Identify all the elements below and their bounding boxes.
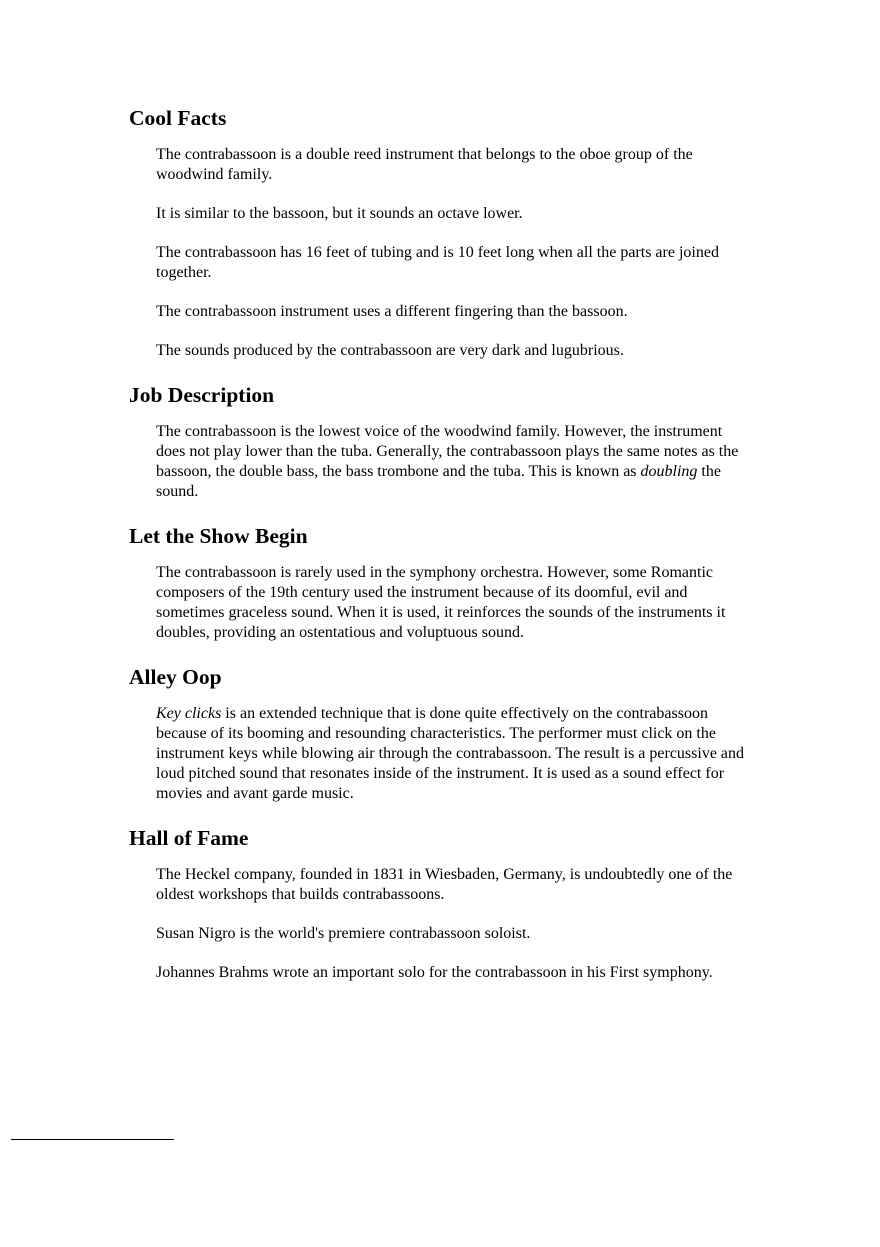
- section-cool-facts: [129, 104, 754, 361]
- emphasis-text: Key clicks: [156, 705, 222, 722]
- paragraph: [156, 422, 754, 502]
- paragraph-text: is an extended technique that is done quite effectively on the contrabassoon because of its booming and resounding characteristics. The performer must click on the instrument keys while blowing air through the contrabassoon. The result is a percussive and loud pitched sound that resonates inside of the instrument. It is used as a sound effect for movies and avant garde music.: [156, 705, 745, 802]
- paragraph: The sounds produced by the contrabassoon are very dark and lugubrious.: [156, 342, 624, 359]
- section-heading: Job Description: [129, 383, 275, 407]
- section-job-description: [129, 381, 754, 502]
- paragraph: Johannes Brahms wrote an important solo for the contrabassoon in his First symphony.: [156, 964, 713, 981]
- section-body: [156, 704, 754, 804]
- section-body: [156, 145, 754, 361]
- emphasis-text: doubling: [640, 463, 698, 480]
- section-alley-oop: [129, 663, 754, 804]
- footnote-divider: [11, 1139, 174, 1140]
- paragraph-text: the sound.: [156, 463, 721, 500]
- section-heading: Hall of Fame: [129, 826, 249, 850]
- paragraph-text: The contrabassoon is the lowest voice of the woodwind family. However, the instrument does not play lower than the tuba. Generally, the contrabassoon plays the same notes as the bassoon, the double bass, the bass trombone and the tuba. This is known as: [156, 423, 739, 480]
- section-heading: Alley Oop: [129, 665, 222, 689]
- paragraph: Susan Nigro is the world's premiere contrabassoon soloist.: [156, 925, 531, 942]
- section-body: [156, 422, 754, 502]
- paragraph: The Heckel company, founded in 1831 in Wiesbaden, Germany, is undoubtedly one of the oldest workshops that builds contrabassoons.: [156, 866, 733, 903]
- section-heading: Cool Facts: [129, 106, 227, 130]
- paragraph: The contrabassoon is a double reed instrument that belongs to the oboe group of the woodwind family.: [156, 146, 693, 183]
- paragraph: The contrabassoon has 16 feet of tubing and is 10 feet long when all the parts are joined together.: [156, 244, 719, 281]
- paragraph: The contrabassoon is rarely used in the symphony orchestra. However, some Romantic composers of the 19th century used the instrument because of its doomful, evil and sometimes graceless sound. When it is used, it reinforces the sounds of the instruments it doubles, providing an ostentatious and voluptuous sound.: [156, 564, 726, 641]
- document-content: [129, 104, 754, 1003]
- section-body: [156, 865, 754, 983]
- section-body: [156, 563, 754, 643]
- paragraph: [156, 704, 754, 804]
- paragraph: It is similar to the bassoon, but it sounds an octave lower.: [156, 205, 523, 222]
- paragraph: The contrabassoon instrument uses a different fingering than the bassoon.: [156, 303, 628, 320]
- section-hall-of-fame: [129, 824, 754, 983]
- section-heading: Let the Show Begin: [129, 524, 308, 548]
- section-let-the-show-begin: [129, 522, 754, 643]
